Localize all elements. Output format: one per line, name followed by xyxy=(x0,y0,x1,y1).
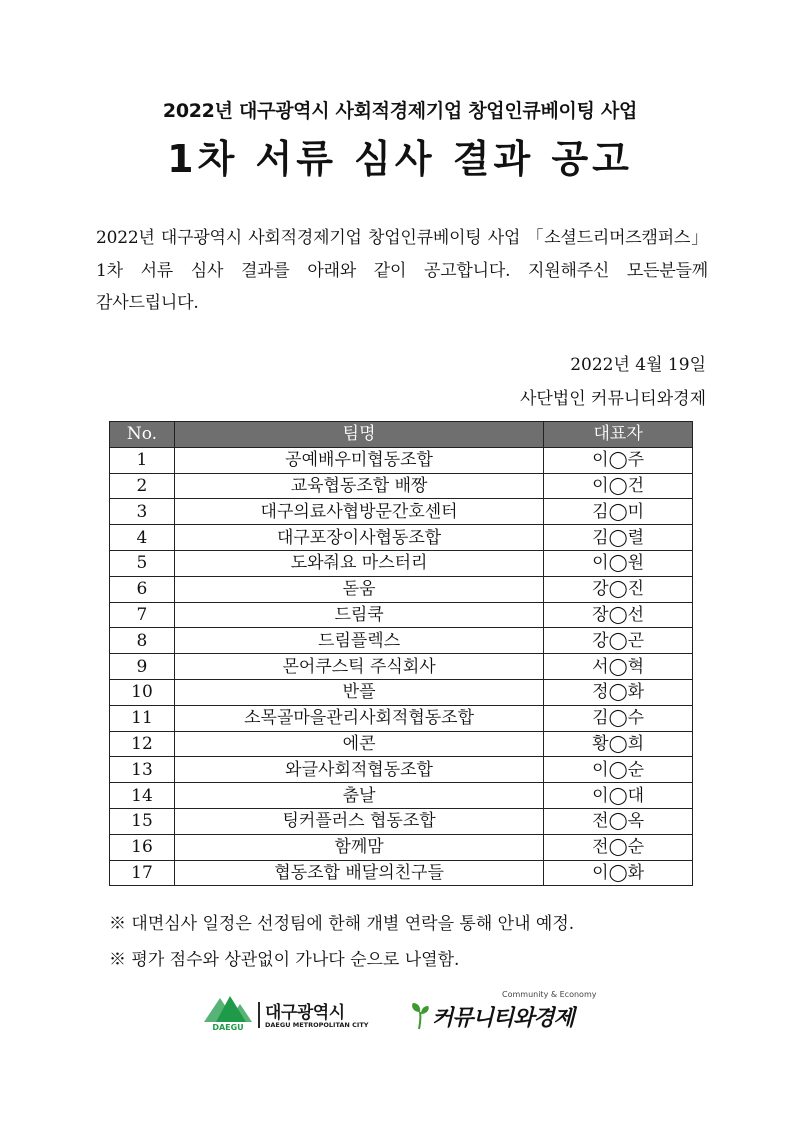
table-row xyxy=(110,447,693,473)
daegu-city-logo xyxy=(200,992,380,1032)
cell-no: 3 xyxy=(110,499,175,525)
cell-no: 2 xyxy=(110,473,175,499)
cell-team-name: 에콘 xyxy=(174,731,543,757)
issuing-organization: 사단법인 커뮤니티와경제 xyxy=(519,389,706,409)
notes xyxy=(109,906,719,978)
table-row xyxy=(110,473,693,499)
cell-team-name: 공예배우미협동조합 xyxy=(174,447,543,473)
table-header-row xyxy=(110,422,693,448)
table-row xyxy=(110,576,693,602)
header-team: 팀명 xyxy=(174,422,543,448)
table-row xyxy=(110,550,693,576)
cell-no: 8 xyxy=(110,628,175,654)
table-row xyxy=(110,834,693,860)
community-economy-logo xyxy=(410,990,597,1035)
daegu-mark-text: DAEGU xyxy=(212,1023,244,1032)
cell-team-name: 함께맘 xyxy=(174,834,543,860)
announcement-date: 2022년 4월 19일 xyxy=(570,355,706,375)
daegu-mountain-icon xyxy=(202,992,254,1032)
cell-representative: 전◯옥 xyxy=(544,808,693,834)
cell-representative: 황◯희 xyxy=(544,731,693,757)
cell-representative: 이◯원 xyxy=(544,550,693,576)
footer-logos xyxy=(200,990,600,1035)
cell-team-name: 드림쿡 xyxy=(174,602,543,628)
cell-representative: 강◯곤 xyxy=(544,628,693,654)
cell-representative: 이◯주 xyxy=(544,447,693,473)
table-row xyxy=(110,602,693,628)
intro-paragraph: 2022년 대구광역시 사회적경제기업 창업인큐베이팅 사업 「소셜드리머즈캠퍼스」 1차 서류 심사 결과를 아래와 같이 공고합니다. 지원해주신 모든분들께 감사드립니다. xyxy=(96,228,708,313)
cell-team-name: 팅커플러스 협동조합 xyxy=(174,808,543,834)
cell-representative: 이◯건 xyxy=(544,473,693,499)
cell-representative: 김◯수 xyxy=(544,705,693,731)
announcement-title: 1차 서류 심사 결과 공고 xyxy=(167,137,633,181)
cell-no: 15 xyxy=(110,808,175,834)
cell-team-name: 돋움 xyxy=(174,576,543,602)
header-no: No. xyxy=(110,422,175,448)
cell-no: 4 xyxy=(110,525,175,551)
table-row xyxy=(110,654,693,680)
cell-representative: 강◯진 xyxy=(544,576,693,602)
cell-no: 14 xyxy=(110,783,175,809)
table-row xyxy=(110,731,693,757)
daegu-logo-name: 대구광역시 xyxy=(265,1003,345,1023)
cell-representative: 장◯선 xyxy=(544,602,693,628)
ce-logo-english: Community & Economy xyxy=(502,990,597,999)
cell-no: 13 xyxy=(110,757,175,783)
cell-no: 10 xyxy=(110,679,175,705)
cell-no: 1 xyxy=(110,447,175,473)
table-row xyxy=(110,499,693,525)
cell-team-name: 춤날 xyxy=(174,783,543,809)
cell-no: 16 xyxy=(110,834,175,860)
cell-team-name: 대구포장이사협동조합 xyxy=(174,525,543,551)
cell-representative: 이◯순 xyxy=(544,757,693,783)
cell-no: 9 xyxy=(110,654,175,680)
table-row xyxy=(110,757,693,783)
table-row xyxy=(110,525,693,551)
cell-representative: 정◯화 xyxy=(544,679,693,705)
ce-logo-name: 커뮤니티와경제 xyxy=(432,1005,574,1031)
cell-team-name: 와글사회적협동조합 xyxy=(174,757,543,783)
cell-no: 17 xyxy=(110,860,175,886)
table-row xyxy=(110,705,693,731)
cell-no: 7 xyxy=(110,602,175,628)
cell-team-name: 몬어쿠스틱 주식회사 xyxy=(174,654,543,680)
cell-representative: 서◯혁 xyxy=(544,654,693,680)
note-ordering: ※ 평가 점수와 상관없이 가나다 순으로 나열함. xyxy=(109,950,460,970)
daegu-logo-english: DAEGU METROPOLITAN CITY xyxy=(265,1021,369,1029)
cell-no: 5 xyxy=(110,550,175,576)
cell-team-name: 교육협동조합 배짱 xyxy=(174,473,543,499)
daegu-logo-divider xyxy=(258,1002,260,1028)
table-row xyxy=(110,860,693,886)
header-representative: 대표자 xyxy=(544,422,693,448)
cell-team-name: 도와줘요 마스터리 xyxy=(174,550,543,576)
announcement-subtitle: 2022년 대구광역시 사회적경제기업 창업인큐베이팅 사업 xyxy=(162,100,638,122)
cell-representative: 김◯렬 xyxy=(544,525,693,551)
table-row xyxy=(110,808,693,834)
cell-representative: 이◯대 xyxy=(544,783,693,809)
cell-team-name: 대구의료사협방문간호센터 xyxy=(174,499,543,525)
sprout-icon xyxy=(410,1000,432,1030)
cell-representative: 김◯미 xyxy=(544,499,693,525)
cell-team-name: 드림플렉스 xyxy=(174,628,543,654)
cell-team-name: 반플 xyxy=(174,679,543,705)
cell-team-name: 협동조합 배달의친구들 xyxy=(174,860,543,886)
cell-representative: 이◯화 xyxy=(544,860,693,886)
table-row xyxy=(110,679,693,705)
cell-representative: 전◯순 xyxy=(544,834,693,860)
cell-team-name: 소목골마을관리사회적협동조합 xyxy=(174,705,543,731)
results-table xyxy=(109,421,693,886)
cell-no: 11 xyxy=(110,705,175,731)
cell-no: 12 xyxy=(110,731,175,757)
table-row xyxy=(110,783,693,809)
note-interview-schedule: ※ 대면심사 일정은 선정팀에 한해 개별 연락을 통해 안내 예정. xyxy=(109,914,575,934)
table-row xyxy=(110,628,693,654)
cell-no: 6 xyxy=(110,576,175,602)
table-body xyxy=(110,447,693,886)
